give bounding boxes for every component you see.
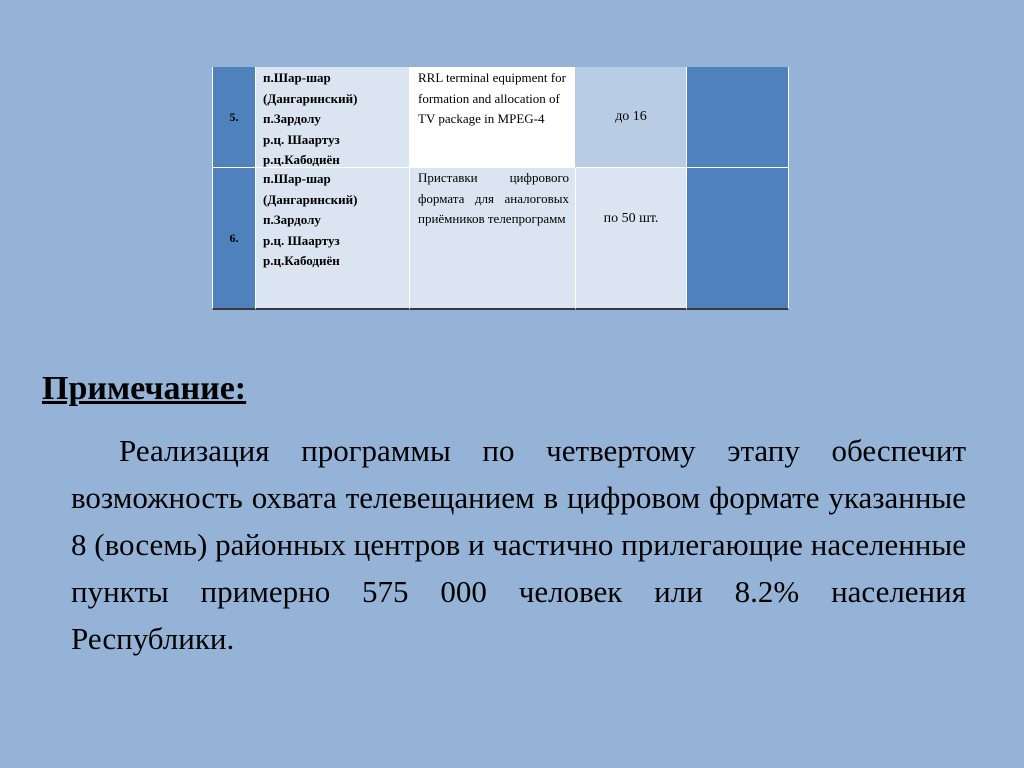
note-title: Примечание: [42,370,247,407]
locations-cell: п.Шар-шар (Дангаринский) п.Зардолу р.ц. Шаартуз р.ц.Кабодиён [256,67,410,168]
extra-cell [687,67,789,168]
locations-cell: п.Шар-шар (Дангаринский) п.Зардолу р.ц. Шаартуз р.ц.Кабодиён [256,168,410,310]
row-number: 6. [212,168,256,310]
note-body: Реализация программы по четвертому этапу обеспечит возможность охвата телевещанием в цифровом формате указанные 8 (восемь) районных центров и частично прилегающие населенные пункты примерно 575 000 человек или 8.2% населения Республики. [71,433,966,656]
quantity-cell: по 50 шт. [576,168,687,310]
row-number: 5. [212,67,256,168]
equipment-cell: RRL terminal equipment for formation and allocation of TV package in MPEG-4 [410,67,576,168]
quantity-cell: до 16 [576,67,687,168]
equipment-cell: Приставки цифрового формата для аналоговых приёмников телепрограмм [410,168,576,310]
extra-cell [687,168,789,310]
equipment-table [212,67,789,310]
